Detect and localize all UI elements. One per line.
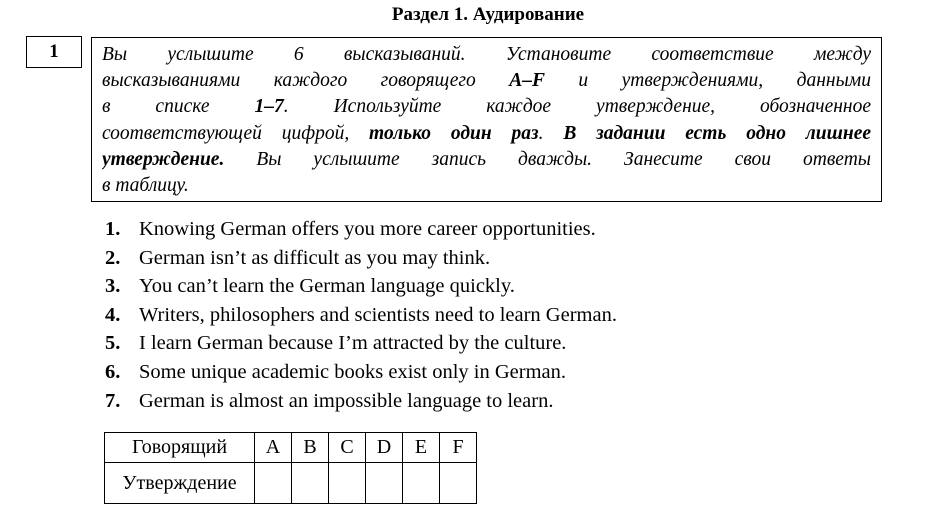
statement-item bbox=[105, 387, 617, 416]
instruction-line bbox=[102, 42, 871, 68]
instruction-line bbox=[102, 147, 871, 173]
instruction-text: в списке bbox=[102, 96, 255, 118]
section-title: Раздел 1. Аудирование bbox=[391, 4, 585, 25]
instruction-line bbox=[102, 173, 871, 199]
instruction-line bbox=[102, 68, 871, 94]
statement-text: Knowing German offers you more career opportunities. bbox=[139, 218, 596, 240]
answer-cell[interactable] bbox=[366, 463, 403, 504]
statement-item bbox=[105, 244, 617, 273]
statement-text: German is almost an impossible language to learn. bbox=[139, 389, 554, 412]
statement-item bbox=[105, 215, 617, 244]
instruction-text: . bbox=[538, 122, 564, 144]
statement-number: 5. bbox=[105, 332, 121, 355]
answer-cell[interactable] bbox=[292, 463, 329, 504]
instruction-text: высказываниями каждого говорящего bbox=[102, 70, 510, 92]
task-number: 1 bbox=[26, 36, 82, 68]
instruction-text: Вы услышите запись дважды. Занесите свои ответы bbox=[224, 148, 871, 170]
instruction-line bbox=[102, 121, 871, 147]
speaker-letter: E bbox=[403, 433, 440, 463]
statement-text: Some unique academic books exist only in German. bbox=[139, 360, 566, 383]
answer-cell[interactable] bbox=[440, 463, 477, 504]
instruction-text: соответствующей цифрой, bbox=[102, 122, 370, 144]
speaker-range: A–F bbox=[509, 70, 545, 92]
statement-item bbox=[105, 358, 617, 387]
speaker-letter: B bbox=[292, 433, 329, 463]
speaker-letter: A bbox=[255, 433, 292, 463]
instruction-text: Вы услышите 6 высказываний. Установите соответствие между bbox=[102, 44, 871, 65]
answer-cell[interactable] bbox=[329, 463, 366, 504]
answer-row bbox=[105, 463, 477, 504]
answer-cell[interactable] bbox=[403, 463, 440, 504]
statement-number: 7. bbox=[105, 389, 121, 412]
instruction-line bbox=[102, 94, 871, 120]
statement-item bbox=[105, 272, 617, 301]
statement-item bbox=[105, 301, 617, 330]
statements-list bbox=[105, 215, 617, 415]
speaker-header: Говорящий bbox=[105, 433, 255, 463]
instruction-text: в таблицу. bbox=[102, 174, 189, 196]
speaker-letter: C bbox=[329, 433, 366, 463]
emphasis-text: В задании есть одно лишнее bbox=[563, 122, 871, 144]
statement-number: 4. bbox=[105, 303, 121, 326]
statement-item bbox=[105, 329, 617, 358]
emphasis-text: только один раз bbox=[369, 122, 539, 144]
speaker-letter: D bbox=[366, 433, 403, 463]
statement-number: 3. bbox=[105, 275, 121, 298]
emphasis-text: утверждение. bbox=[102, 148, 225, 170]
statement-text: Writers, philosophers and scientists need to learn German. bbox=[139, 303, 617, 326]
statement-number: 1. bbox=[105, 218, 121, 240]
statement-range: 1–7 bbox=[254, 96, 284, 118]
statement-text: German isn’t as difficult as you may think. bbox=[139, 246, 491, 269]
instructions-box bbox=[91, 37, 882, 202]
speaker-letter: F bbox=[440, 433, 477, 463]
answer-table bbox=[104, 432, 477, 504]
speaker-row bbox=[105, 433, 477, 463]
statement-text: I learn German because I’m attracted by the culture. bbox=[139, 332, 567, 355]
instruction-text: . Используйте каждое утверждение, обозначенное bbox=[283, 96, 871, 118]
answer-cell[interactable] bbox=[255, 463, 292, 504]
answer-header: Утверждение bbox=[105, 463, 255, 504]
statement-text: You can’t learn the German language quickly. bbox=[139, 275, 515, 298]
instruction-text: и утверждениями, данными bbox=[544, 70, 871, 92]
statement-number: 6. bbox=[105, 360, 121, 383]
statement-number: 2. bbox=[105, 246, 121, 269]
